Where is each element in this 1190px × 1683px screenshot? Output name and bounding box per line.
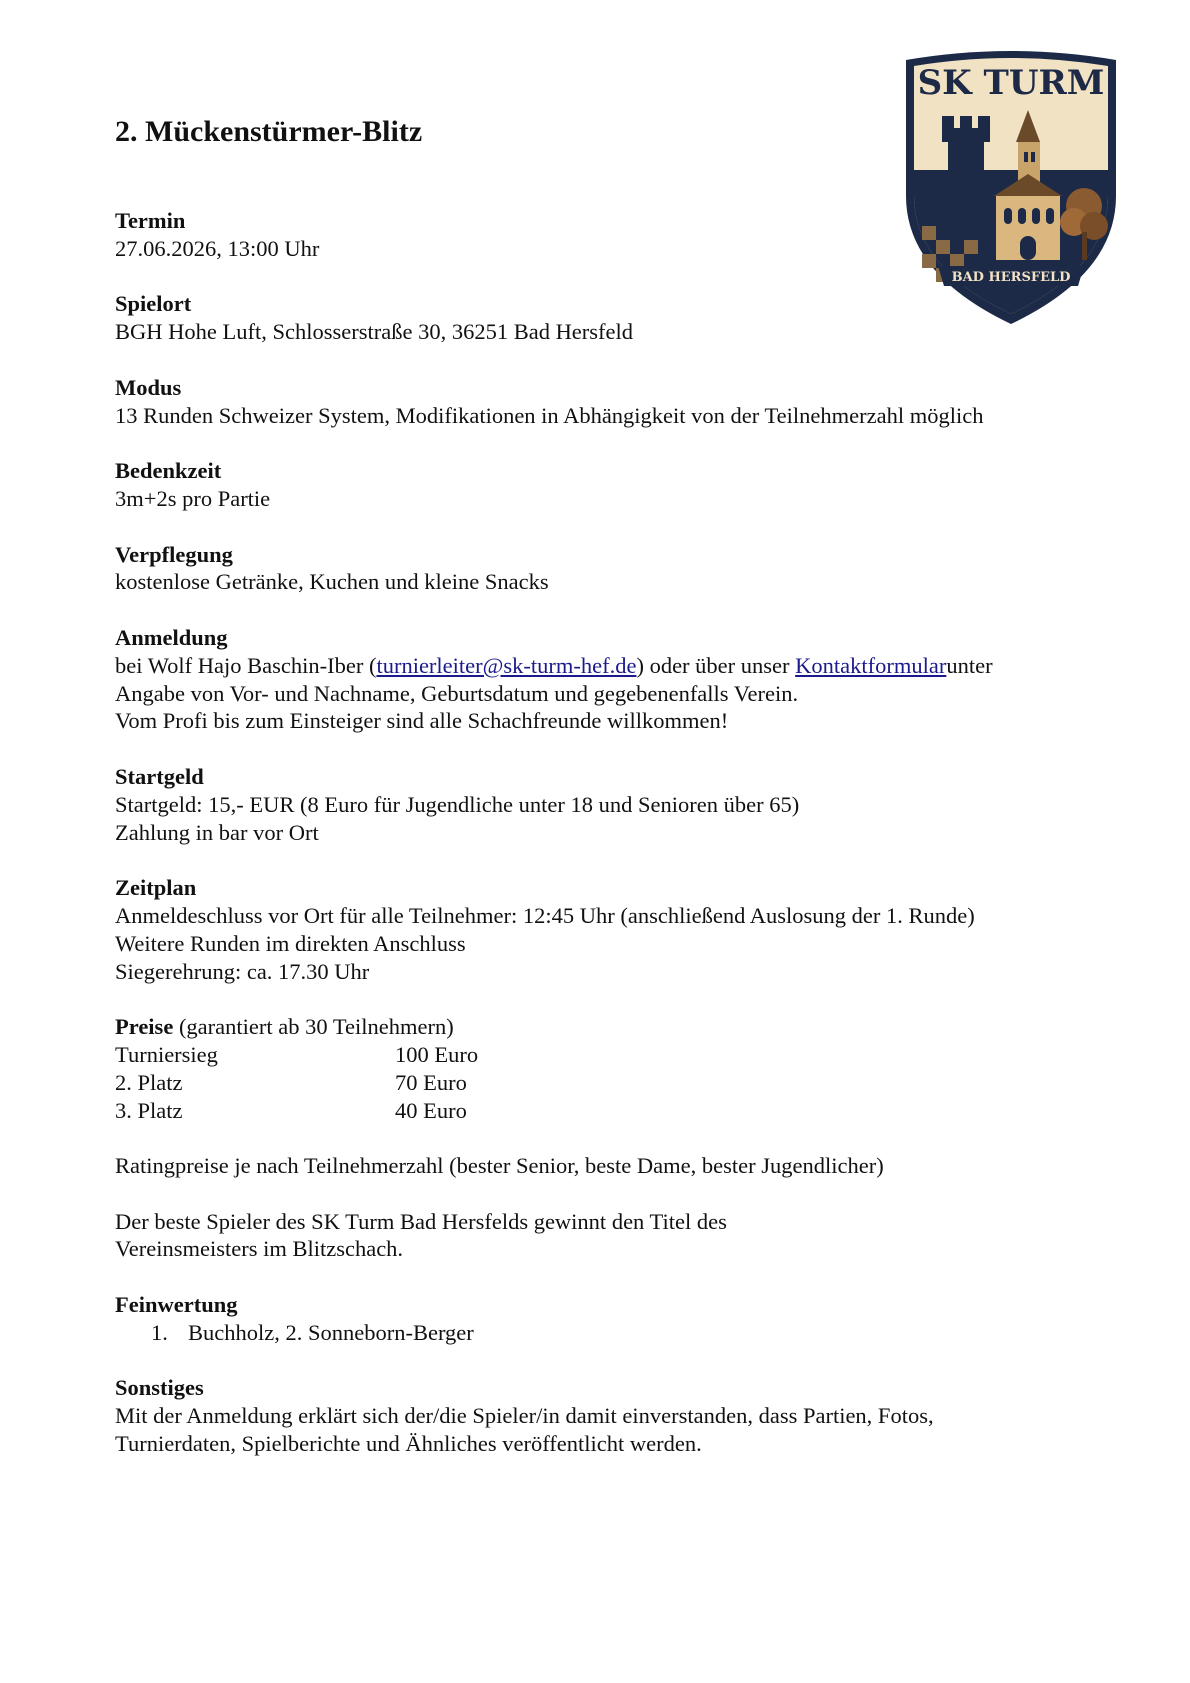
section-startgeld	[115, 763, 1075, 846]
anmeldung-line2: Angabe von Vor- und Nachname, Geburtsdatum und gegebenenfalls Verein.	[115, 680, 799, 706]
anmeldung-pre-email: bei Wolf Hajo Baschin-Iber (	[115, 652, 377, 678]
anmeldung-post-email: ) oder über unser	[636, 652, 796, 678]
vereinsmeister-line2: Vereinsmeisters im Blitzschach.	[115, 1236, 404, 1262]
verpflegung-text: kostenlose Getränke, Kuchen und kleine Snacks	[115, 569, 549, 595]
section-sonstiges	[115, 1374, 1075, 1457]
anmeldung-line3: Vom Profi bis zum Einsteiger sind alle Schachfreunde willkommen!	[115, 708, 729, 734]
section-spielort	[115, 290, 1075, 346]
prize-amount: 100 Euro	[395, 1041, 479, 1067]
page-title: 2. Mückenstürmer-Blitz	[115, 115, 423, 148]
email-link[interactable]: turnierleiter@sk-turm-hef.de	[376, 652, 637, 678]
prize-amount: 40 Euro	[395, 1097, 467, 1123]
prize-row	[115, 1041, 1075, 1069]
sonstiges-line1: Mit der Anmeldung erklärt sich der/die Spieler/in damit einverstanden, dass Partien, Fotos,	[115, 1403, 934, 1429]
prize-row	[115, 1097, 1075, 1125]
section-modus	[115, 374, 1075, 430]
section-ratingpreise	[115, 1152, 1075, 1180]
prize-row	[115, 1069, 1075, 1097]
feinwertung-text: Buchholz, 2. Sonneborn-Berger	[188, 1319, 474, 1345]
modus-text: 13 Runden Schweizer System, Modifikationen in Abhängigkeit von der Teilnehmerzahl möglich	[115, 402, 984, 428]
prize-place: Turniersieg	[115, 1041, 218, 1067]
zeitplan-line1: Anmeldeschluss vor Ort für alle Teilnehmer: 12:45 Uhr (anschließend Auslosung der 1. Runde)	[115, 902, 975, 928]
anmeldung-line1	[115, 652, 1075, 680]
spielort-text: BGH Hohe Luft, Schlosserstraße 30, 36251 Bad Hersfeld	[115, 319, 634, 345]
feinwertung-heading: Feinwertung	[115, 1292, 238, 1318]
zeitplan-line2: Weitere Runden im direkten Anschluss	[115, 930, 466, 956]
termin-text: 27.06.2026, 13:00 Uhr	[115, 235, 320, 261]
bedenkzeit-heading: Bedenkzeit	[115, 458, 222, 484]
section-verpflegung	[115, 541, 1075, 597]
preise-heading: Preise	[115, 1014, 174, 1040]
section-vereinsmeister	[115, 1208, 1075, 1264]
logo-top-text: SK TURM	[917, 63, 1105, 103]
startgeld-heading: Startgeld	[115, 763, 204, 789]
zeitplan-heading: Zeitplan	[115, 875, 197, 901]
section-feinwertung	[115, 1291, 1075, 1347]
prize-place: 3. Platz	[115, 1097, 183, 1123]
startgeld-line1: Startgeld: 15,- EUR (8 Euro für Jugendliche unter 18 und Senioren über 65)	[115, 791, 800, 817]
vereinsmeister-line1: Der beste Spieler des SK Turm Bad Hersfelds gewinnt den Titel des	[115, 1208, 727, 1234]
sonstiges-heading: Sonstiges	[115, 1375, 204, 1401]
preise-heading-line	[115, 1013, 1075, 1041]
startgeld-line2: Zahlung in bar vor Ort	[115, 819, 319, 845]
preise-note: (garantiert ab 30 Teilnehmern)	[173, 1014, 454, 1040]
ratingpreise-text: Ratingpreise je nach Teilnehmerzahl (bester Senior, beste Dame, bester Jugendlicher)	[115, 1153, 884, 1179]
section-preise	[115, 1013, 1075, 1124]
kontaktformular-link[interactable]: Kontaktformular	[795, 652, 947, 678]
prize-amount: 70 Euro	[395, 1069, 467, 1095]
verpflegung-heading: Verpflegung	[115, 541, 233, 567]
zeitplan-line3: Siegerehrung: ca. 17.30 Uhr	[115, 958, 370, 984]
spielort-heading: Spielort	[115, 291, 192, 317]
section-anmeldung	[115, 624, 1075, 735]
modus-heading: Modus	[115, 374, 182, 400]
document-body	[115, 207, 1075, 1486]
list-item	[115, 1319, 1075, 1347]
section-bedenkzeit	[115, 457, 1075, 513]
sonstiges-line2: Turnierdaten, Spielberichte und Ähnliches veröffentlicht werden.	[115, 1431, 702, 1457]
list-number: 1.	[151, 1319, 168, 1345]
prize-place: 2. Platz	[115, 1069, 183, 1095]
bedenkzeit-text: 3m+2s pro Partie	[115, 485, 271, 511]
anmeldung-post-form: unter	[946, 652, 993, 678]
anmeldung-heading: Anmeldung	[115, 624, 228, 650]
logo-bottom-text: BAD HERSFELD	[951, 270, 1071, 285]
section-zeitplan	[115, 874, 1075, 985]
section-termin	[115, 207, 1075, 263]
termin-heading: Termin	[115, 208, 186, 233]
